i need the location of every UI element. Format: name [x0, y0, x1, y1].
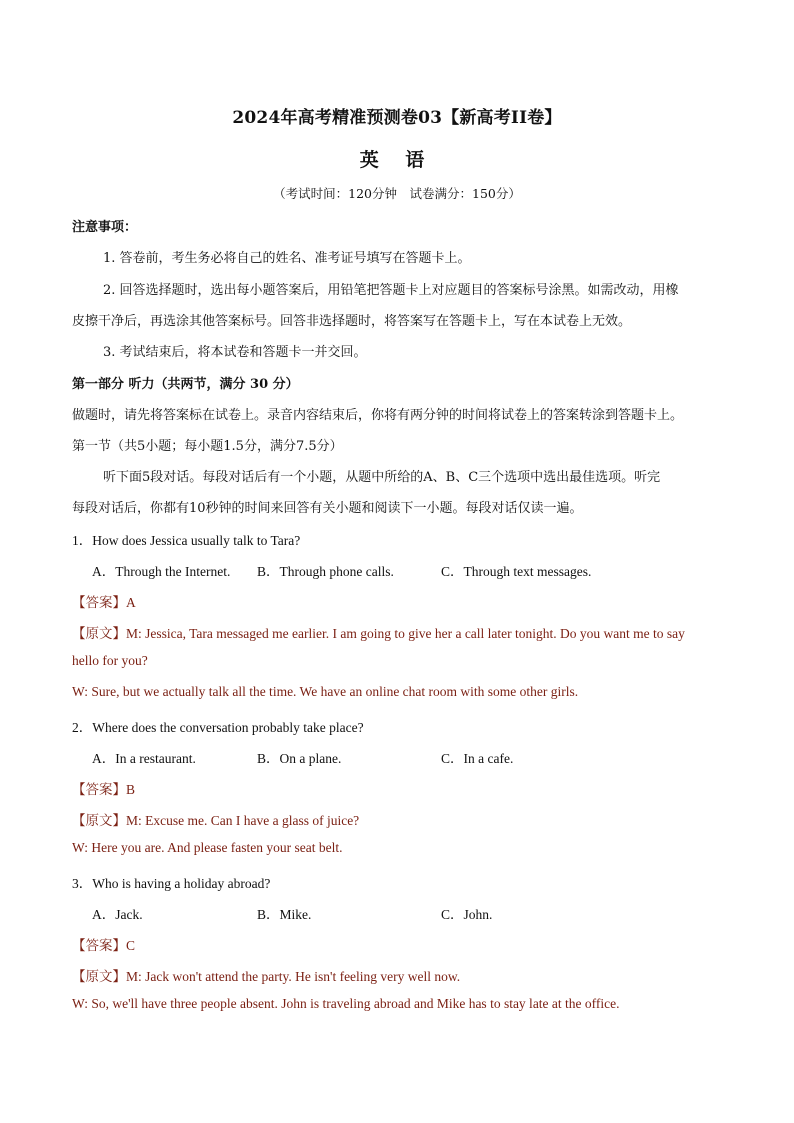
option-c: C．In a cafe.	[441, 751, 514, 766]
option-c: C．Through text messages.	[441, 564, 592, 579]
answer-label: 【答案】C	[72, 938, 136, 953]
option-b: B．Mike.	[257, 907, 312, 922]
notice-item-3: 3. 考试结束后，将本试卷和答题卡一并交回。	[103, 345, 367, 360]
question-stem: 1．How does Jessica usually talk to Tara?	[72, 533, 301, 548]
transcript-line: 【原文】M: Excuse me. Can I have a glass of juice?	[72, 813, 360, 828]
exam-meta: （考试时间：120分钟 试卷满分：150分）	[273, 186, 521, 201]
notice-item-2: 2. 回答选择题时，选出每小题答案后，用铅笔把答题卡上对应题目的答案标号涂黑。如需改动，用橡	[103, 283, 679, 298]
section1-heading: 第一节（共5小题；每小题1.5分，满分7.5分）	[72, 439, 343, 454]
question-stem: 2．Where does the conversation probably take place?	[72, 720, 364, 735]
notice-heading: 注意事项：	[72, 220, 138, 235]
question-stem: 3．Who is having a holiday abroad?	[72, 876, 271, 891]
exam-title: 2024年高考精准预测卷03【新高考II卷】	[232, 108, 562, 128]
section1-directions-cont: 每段对话后，你都有10秒钟的时间来回答有关小题和阅读下一小题。每段对话仅读一遍。	[72, 501, 583, 516]
option-c: C．John.	[441, 907, 493, 922]
transcript-line: W: So, we'll have three people absent. John is traveling abroad and Mike has to stay late at the office.	[72, 996, 620, 1011]
option-a: A．Through the Internet.	[92, 564, 231, 579]
subject-title: 英 语	[359, 149, 435, 171]
option-b: B．Through phone calls.	[257, 564, 394, 579]
answer-label: 【答案】A	[72, 595, 136, 610]
transcript-line: hello for you?	[72, 653, 148, 668]
option-a: A．In a restaurant.	[92, 751, 196, 766]
option-a: A．Jack.	[92, 907, 143, 922]
transcript-line: W: Here you are. And please fasten your seat belt.	[72, 840, 343, 855]
part1-heading: 第一部分 听力（共两节，满分 30 分）	[72, 377, 299, 392]
transcript-line: W: Sure, but we actually talk all the time. We have an online chat room with some other girls.	[72, 684, 579, 699]
part1-instruction: 做题时，请先将答案标在试卷上。录音内容结束后，你将有两分钟的时间将试卷上的答案转涂到答题卡上。	[72, 408, 684, 423]
transcript-line: 【原文】M: Jack won't attend the party. He isn't feeling very well now.	[72, 969, 461, 984]
option-b: B．On a plane.	[257, 751, 342, 766]
section1-directions: 听下面5段对话。每段对话后有一个小题，从题中所给的A、B、C三个选项中选出最佳选项。听完	[103, 470, 661, 485]
answer-label: 【答案】B	[72, 782, 136, 797]
notice-item-1: 1. 答卷前，考生务必将自己的姓名、准考证号填写在答题卡上。	[103, 251, 471, 266]
transcript-line: 【原文】M: Jessica, Tara messaged me earlier. I am going to give her a call later tonight. Do you want me to say	[72, 626, 685, 641]
notice-item-2-cont: 皮擦干净后，再选涂其他答案标号。回答非选择题时，将答案写在答题卡上，写在本试卷上无效。	[72, 314, 632, 329]
